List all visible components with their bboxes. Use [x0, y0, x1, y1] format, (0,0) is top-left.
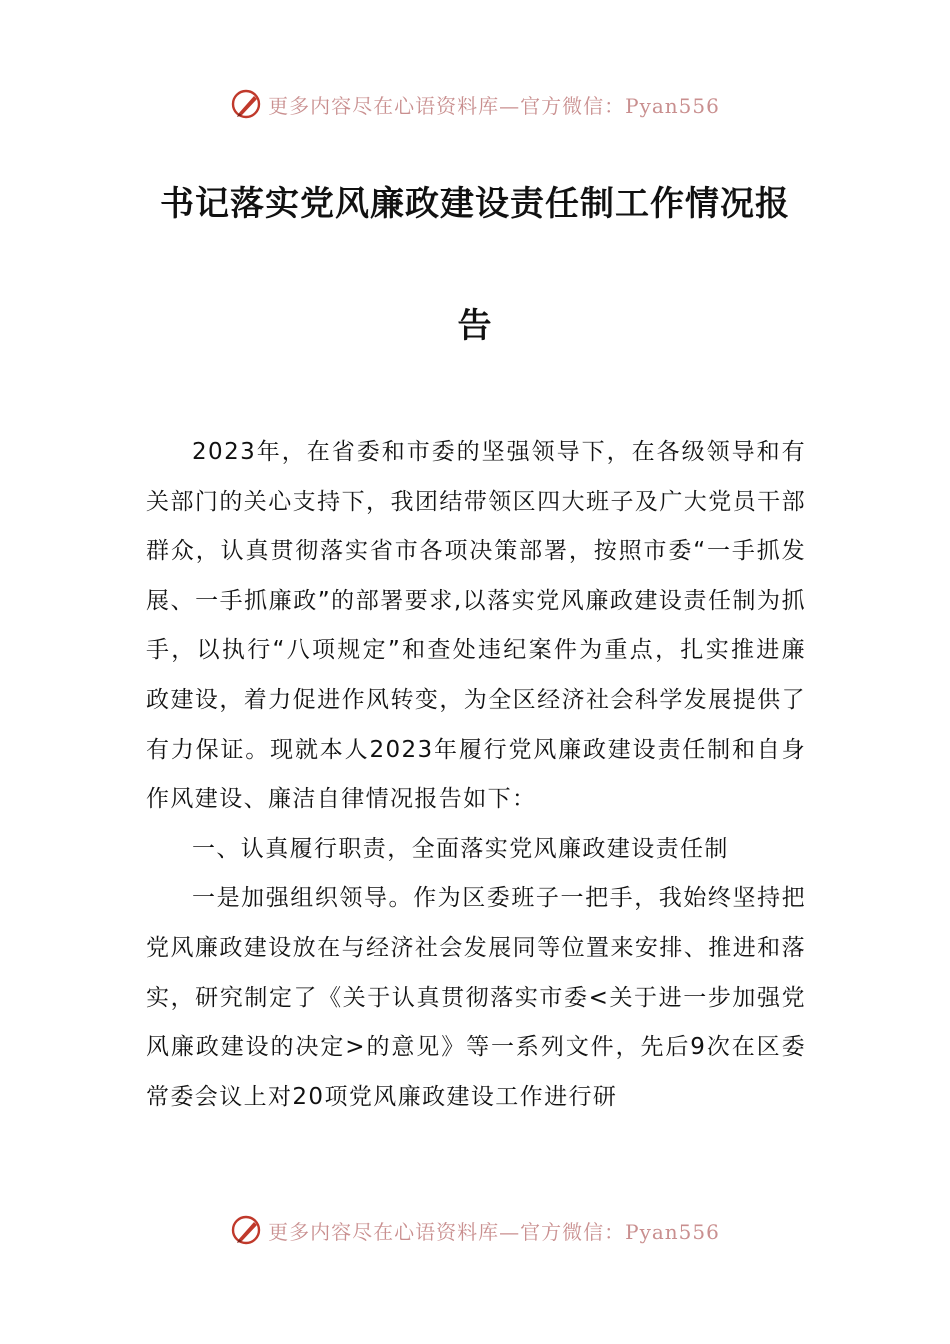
pen-logo-icon — [230, 87, 264, 121]
body-paragraph-1: 一是加强组织领导。作为区委班子一把手，我始终坚持把党风廉政建设放在与经济社会发展同等位置来安排、推进和落实，研究制定了《关于认真贯彻落实市委<关于进一步加强党风廉政建设的决定>的意见》等一系列文件，先后9次在区委常委会议上对20项党风廉政建设工作进行研 — [146, 885, 806, 1110]
watermark-banner-bottom — [0, 1210, 950, 1250]
document-title-line-1: 书记落实党风廉政建设责任制工作情况报 — [160, 184, 790, 224]
section-heading-1: 一、认真履行职责，全面落实党风廉政建设责任制 — [192, 835, 729, 862]
document-title-line-2: 告 — [457, 306, 493, 346]
document-body — [146, 428, 806, 1122]
body-paragraph-intro: 2023年，在省委和市委的坚强领导下，在各级领导和有关部门的关心支持下，我团结带领区四大班子及广大党员干部群众，认真贯彻落实省市各项决策部署，按照市委“一手抓发展、一手抓廉政”的部署要求,以落实党风廉政建设责任制为抓手，以执行“八项规定”和查处违纪案件为重点，扎实推进廉政建设，着力促进作风转变，为全区经济社会科学发展提供了有力保证。现就本人2023年履行党风廉政建设责任制和自身作风建设、廉洁自律情况报告如下： — [146, 439, 806, 813]
watermark-banner-top — [0, 84, 950, 124]
pen-logo-icon — [230, 1213, 264, 1247]
watermark-text: 更多内容尽在心语资料库—官方微信：Pyan556 — [268, 93, 720, 118]
watermark-text: 更多内容尽在心语资料库—官方微信：Pyan556 — [268, 1219, 720, 1244]
